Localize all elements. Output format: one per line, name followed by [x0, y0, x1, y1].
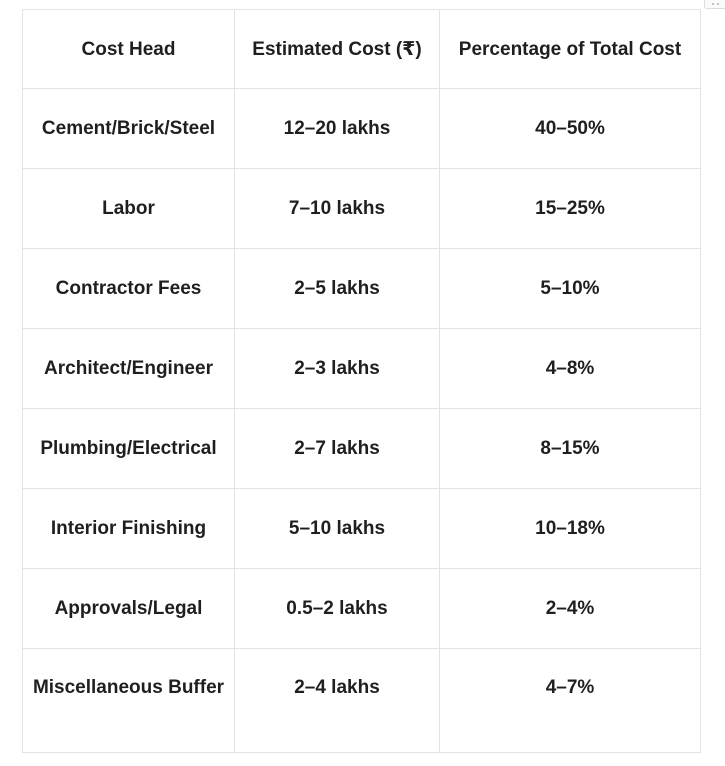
cell-estimated-cost: 2–5 lakhs [235, 249, 440, 329]
table-row [23, 89, 701, 169]
cell-estimated-cost: 2–4 lakhs [235, 649, 440, 753]
table-row [23, 409, 701, 489]
header-cost-head: Cost Head [23, 10, 235, 89]
cell-cost-head: Plumbing/Electrical [23, 409, 235, 489]
cell-percentage: 10–18% [440, 489, 701, 569]
table-row [23, 649, 701, 753]
cell-percentage: 4–8% [440, 329, 701, 409]
cell-estimated-cost: 2–3 lakhs [235, 329, 440, 409]
cell-cost-head: Interior Finishing [23, 489, 235, 569]
cell-estimated-cost: 2–7 lakhs [235, 409, 440, 489]
cell-estimated-cost: 12–20 lakhs [235, 89, 440, 169]
header-estimated-cost: Estimated Cost (₹) [235, 10, 440, 89]
handle-dot [712, 3, 714, 5]
handle-dot [717, 3, 719, 5]
table-row [23, 169, 701, 249]
cost-table [22, 9, 701, 753]
cell-cost-head: Architect/Engineer [23, 329, 235, 409]
cell-percentage: 8–15% [440, 409, 701, 489]
table-row [23, 489, 701, 569]
table-row [23, 569, 701, 649]
table-header-row [23, 10, 701, 89]
cell-cost-head: Miscellaneous Buffer [23, 649, 235, 753]
table-row [23, 249, 701, 329]
cell-percentage: 2–4% [440, 569, 701, 649]
cell-percentage: 40–50% [440, 89, 701, 169]
cell-cost-head: Labor [23, 169, 235, 249]
cell-cost-head: Contractor Fees [23, 249, 235, 329]
cell-percentage: 4–7% [440, 649, 701, 753]
cell-estimated-cost: 5–10 lakhs [235, 489, 440, 569]
header-percentage: Percentage of Total Cost [440, 10, 701, 89]
table-row [23, 329, 701, 409]
cell-estimated-cost: 7–10 lakhs [235, 169, 440, 249]
cell-percentage: 15–25% [440, 169, 701, 249]
cell-cost-head: Cement/Brick/Steel [23, 89, 235, 169]
cell-estimated-cost: 0.5–2 lakhs [235, 569, 440, 649]
cell-cost-head: Approvals/Legal [23, 569, 235, 649]
cell-percentage: 5–10% [440, 249, 701, 329]
drag-handle-icon[interactable] [704, 0, 725, 9]
